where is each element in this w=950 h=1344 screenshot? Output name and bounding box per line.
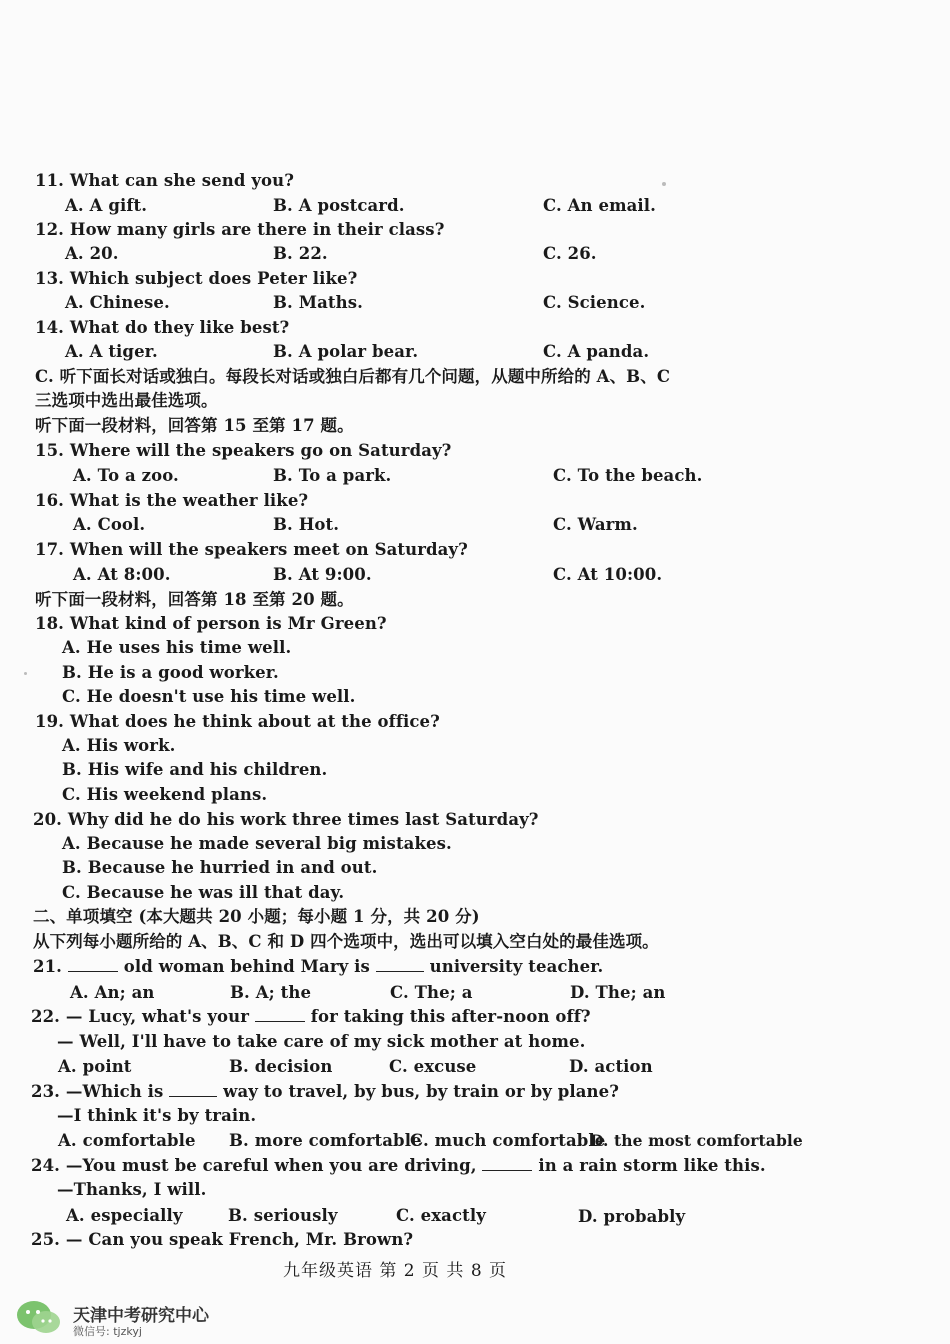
- option-a: A. Chinese.: [65, 293, 170, 312]
- option-a: A. He uses his time well.: [62, 638, 292, 657]
- answer-blank: [68, 957, 118, 972]
- scan-speck: [24, 672, 27, 675]
- answer-blank: [482, 1156, 532, 1171]
- option-a: A. His work.: [62, 736, 176, 755]
- scan-speck: [662, 182, 666, 186]
- option-a: A. An; an: [70, 983, 155, 1002]
- option-a: A. 20.: [65, 244, 119, 263]
- option-c: C. At 10:00.: [553, 565, 663, 584]
- option-b: B. Hot.: [273, 515, 340, 534]
- brand-name: 天津中考研究中心: [73, 1306, 209, 1326]
- option-c: C. Science.: [543, 293, 646, 312]
- option-b: B. A polar bear.: [273, 342, 419, 361]
- page-footer: 九年级英语 第 2 页 共 8 页: [283, 1261, 508, 1281]
- option-b: B. Because he hurried in and out.: [62, 858, 378, 877]
- question-stem: 15. Where will the speakers go on Saturday?: [35, 441, 452, 460]
- group-instruction-15-17: 听下面一段材料，回答第 15 至第 17 题。: [35, 416, 354, 435]
- section-c-instruction-2: 三选项中选出最佳选项。: [35, 391, 218, 410]
- option-c: C. He doesn't use his time well.: [62, 687, 356, 706]
- option-b: B. At 9:00.: [273, 565, 372, 584]
- brand-wechat-id: 微信号: tjzkyj: [73, 1325, 142, 1338]
- option-a: A. Cool.: [73, 515, 146, 534]
- option-d: D. The; an: [570, 983, 666, 1002]
- question-stem: 11. What can she send you?: [35, 171, 294, 190]
- option-d: D. probably: [578, 1207, 686, 1226]
- part-2-instruction: 从下列每小题所给的 A、B、C 和 D 四个选项中，选出可以填入空白处的最佳选项。: [33, 932, 659, 951]
- part-2-heading: 二、单项填空 (本大题共 20 小题；每小题 1 分，共 20 分): [33, 907, 480, 926]
- option-c: C. A panda.: [543, 342, 650, 361]
- wechat-logo-icon: [14, 1298, 64, 1338]
- question-stem: 16. What is the weather like?: [35, 491, 309, 510]
- option-a: A. comfortable: [58, 1131, 196, 1150]
- option-b: B. To a park.: [273, 466, 392, 485]
- question-stem: 13. Which subject does Peter like?: [35, 269, 358, 288]
- option-c: C. excuse: [389, 1057, 477, 1076]
- question-stem: 14. What do they like best?: [35, 318, 290, 337]
- option-b: B. A postcard.: [273, 196, 405, 215]
- question-stem: 17. When will the speakers meet on Saturday?: [35, 540, 468, 559]
- option-b: B. Maths.: [273, 293, 363, 312]
- option-b: B. more comfortable: [229, 1131, 422, 1150]
- answer-blank: [376, 957, 424, 972]
- section-c-instruction-1: C. 听下面长对话或独白。每段长对话或独白后都有几个问题，从题中所给的 A、B、C: [35, 367, 671, 386]
- question-stem: 18. What kind of person is Mr Green?: [35, 614, 387, 633]
- option-c: C. His weekend plans.: [62, 785, 268, 804]
- question-stem: 19. What does he think about at the office?: [35, 712, 440, 731]
- option-d: D. the most comfortable: [590, 1131, 803, 1150]
- option-c: C. 26.: [543, 244, 597, 263]
- group-instruction-18-20: 听下面一段材料，回答第 18 至第 20 题。: [35, 590, 354, 609]
- option-b: B. He is a good worker.: [62, 663, 279, 682]
- option-b: B. A; the: [230, 983, 312, 1002]
- reply: —I think it's by train.: [57, 1106, 257, 1125]
- option-d: D. action: [569, 1057, 653, 1076]
- reply: — Well, I'll have to take care of my sick mother at home.: [57, 1032, 586, 1051]
- question-stem: 12. How many girls are there in their class?: [35, 220, 445, 239]
- option-a: A. point: [58, 1057, 132, 1076]
- option-c: C. exactly: [396, 1206, 486, 1225]
- option-b: B. His wife and his children.: [62, 760, 328, 779]
- question-stem: 25. — Can you speak French, Mr. Brown?: [31, 1230, 414, 1249]
- option-a: A. A tiger.: [65, 342, 158, 361]
- question-stem: 21. old woman behind Mary is university teacher.: [33, 957, 604, 976]
- option-c: C. Warm.: [553, 515, 638, 534]
- option-b: B. 22.: [273, 244, 328, 263]
- question-stem: 24. —You must be careful when you are driving, in a rain storm like this.: [31, 1156, 766, 1175]
- option-c: C. Because he was ill that day.: [62, 883, 345, 902]
- answer-blank: [255, 1007, 305, 1022]
- option-c: C. The; a: [390, 983, 473, 1002]
- option-c: C. To the beach.: [553, 466, 703, 485]
- option-a: A. At 8:00.: [73, 565, 171, 584]
- option-b: B. decision: [229, 1057, 333, 1076]
- question-stem: 23. —Which is way to travel, by bus, by train or by plane?: [31, 1082, 620, 1101]
- option-b: B. seriously: [228, 1206, 338, 1225]
- reply: —Thanks, I will.: [57, 1180, 207, 1199]
- question-stem: 22. — Lucy, what's your for taking this after-noon off?: [31, 1007, 591, 1026]
- option-a: A. A gift.: [65, 196, 148, 215]
- option-a: A. Because he made several big mistakes.: [62, 834, 452, 853]
- question-stem: 20. Why did he do his work three times last Saturday?: [33, 810, 539, 829]
- answer-blank: [169, 1082, 217, 1097]
- option-a: A. especially: [66, 1206, 183, 1225]
- option-a: A. To a zoo.: [73, 466, 179, 485]
- option-c: C. much comfortable: [410, 1131, 606, 1150]
- option-c: C. An email.: [543, 196, 657, 215]
